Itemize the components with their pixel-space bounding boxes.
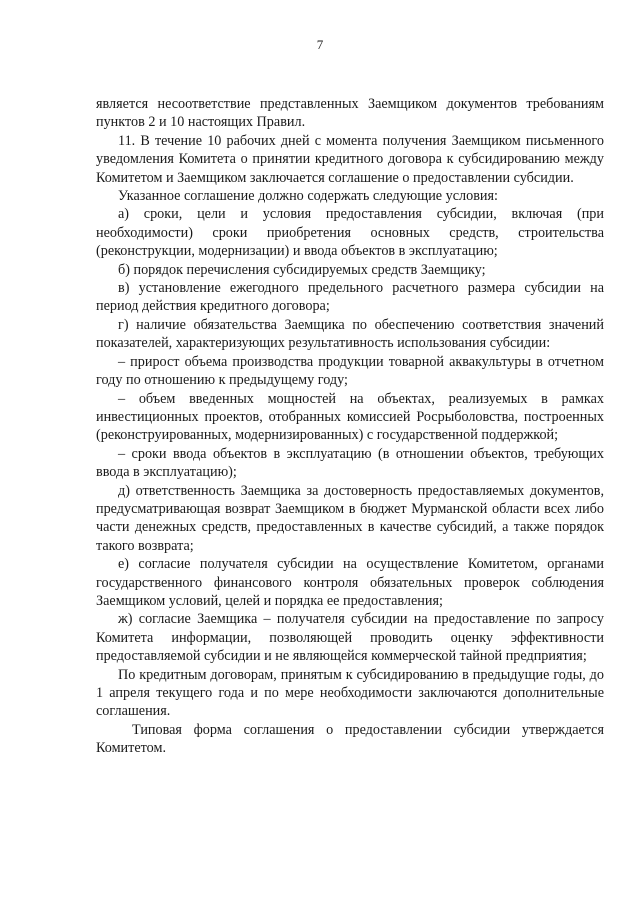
paragraph-conditions-intro: Указанное соглашение должно содержать следующие условия: [118,188,498,205]
paragraph-item-d: д) ответственность Заемщика за достоверность предоставляемых документов, предусматривающая возврат Заемщиком в бюджет Мурманской области всех либо части денежных средств, предоставленных в качестве субсидий, а также порядок такого возврата; [96,482,604,554]
paragraph-clause-11: 11. В течение 10 рабочих дней с момента получения Заемщиком письменного уведомления Комитета о принятии кредитного договора к субсидированию между Комитетом и Заемщиком заключается соглашение о предоставлении субсидии. [96,132,604,186]
page-number: 7 [316,37,324,52]
paragraph-indicator-capacity: – объем введенных мощностей на объектах, реализуемых в рамках инвестиционных проектов, отобранных комиссией Росрыболовства, построенных (реконструированных, модернизированных) с государственной поддержкой; [96,390,604,444]
paragraph-indicator-production: – прирост объема производства продукции товарной аквакультуры в отчетном году по отношению к предыдущему году; [96,353,604,389]
paragraph-prior-contracts: По кредитным договорам, принятым к субсидированию в предыдущие годы, до 1 апреля текущего года и по мере необходимости заключаются дополнительные соглашения. [96,666,604,720]
document-body [96,95,604,758]
paragraph-item-e: е) согласие получателя субсидии на осуществление Комитетом, органами государственного финансового контроля обязательных проверок соблюдения Заемщиком условий, целей и порядка ее предоставления; [96,556,604,609]
paragraph-item-g: г) наличие обязательства Заемщика по обеспечению соответствия значений показателей, характеризующих результативность использования субсидии: [96,316,604,352]
paragraph-item-v: в) установление ежегодного предельного расчетного размера субсидии на период действия кредитного договора; [96,280,604,315]
paragraph-indicator-deadlines: – сроки ввода объектов в эксплуатацию (в отношении объектов, требующих ввода в эксплуатацию); [96,445,604,481]
paragraph-item-b: б) порядок перечисления субсидируемых средств Заемщику; [118,261,486,278]
paragraph-continuation: является несоответствие представленных Заемщиком документов требованиям пунктов 2 и 10 настоящих Правил. [96,96,604,131]
paragraph-item-zh: ж) согласие Заемщика – получателя субсидии на предоставление по запросу Комитета информации, позволяющей проводить оценку эффективности предоставляемой субсидии и не являющейся коммерческой тайной предприятия; [96,611,604,665]
paragraph-standard-form: Типовая форма соглашения о предоставлении субсидии утверждается Комитетом. [96,721,604,757]
paragraph-item-a: а) сроки, цели и условия предоставления субсидии, включая (при необходимости) сроки приобретения основных средств, строительства (реконструкции, модернизации) и ввода объектов в эксплуатацию; [96,206,604,260]
